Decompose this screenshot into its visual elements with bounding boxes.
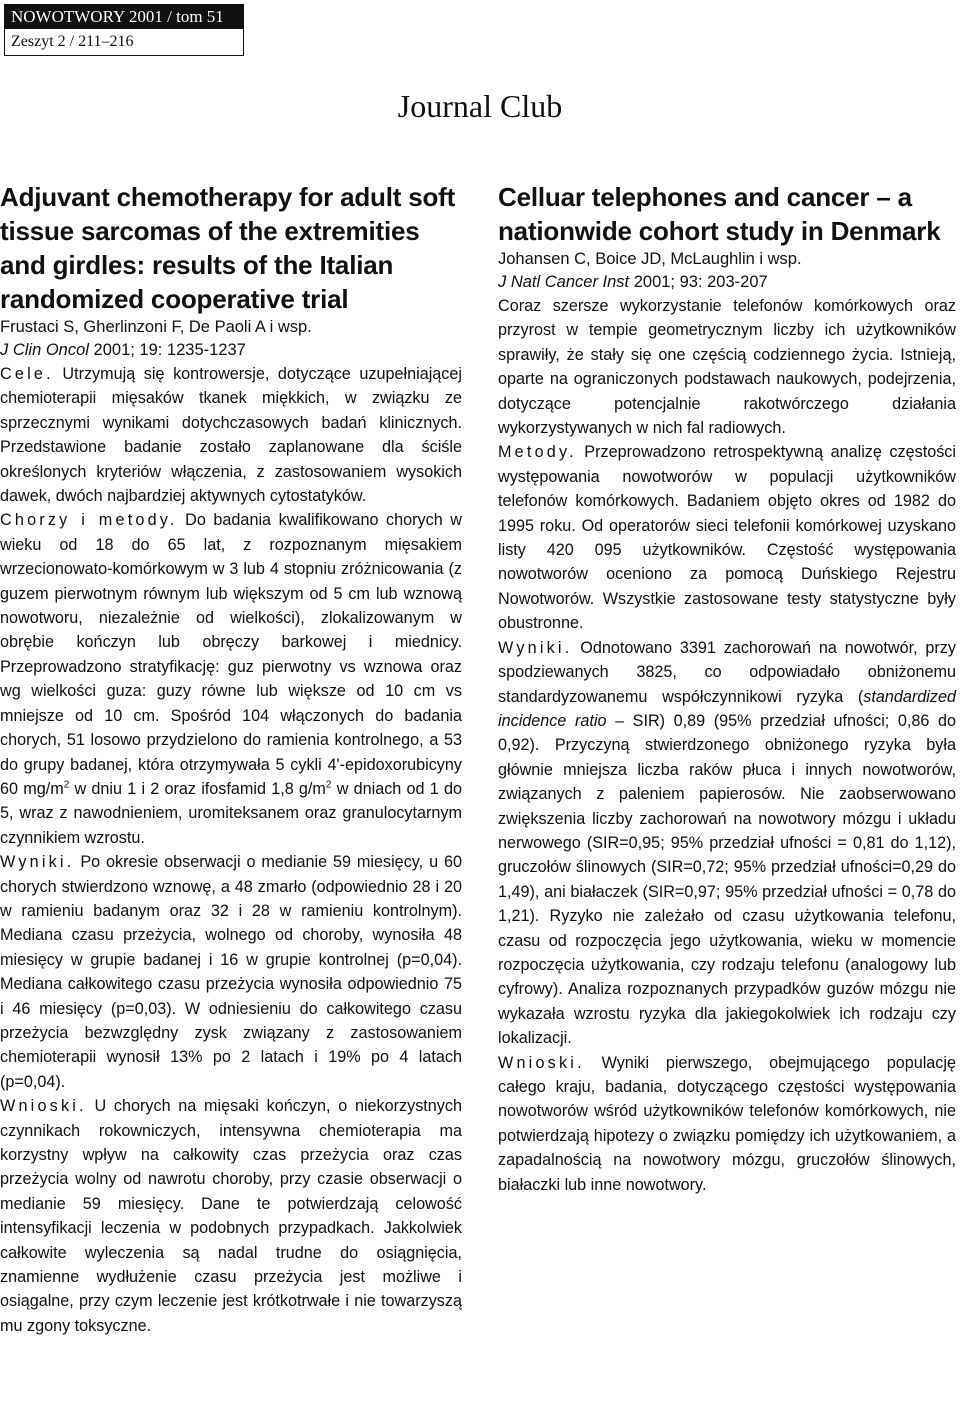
- para-label: Metody.: [498, 443, 577, 462]
- para-text: Utrzymują się kontrowersje, dotyczące uzupełniającej chemioterapii mięsaków tkanek miękkich, w związku ze sprzecznymi wynikami dotychczasowych badań klinicznych. Przedstawione badanie zostało zaplanowane dla ściśle określonych kryteriów włączenia, z zastosowaniem wysokich dawek, dwóch najbardziej aktywnych cytostatyków.: [0, 365, 462, 506]
- para-label: Wnioski.: [0, 1097, 87, 1116]
- right-article-ref: 2001; 93: 203-207: [629, 273, 768, 291]
- para-text: Odnotowano 3391 zachorowań na nowotwór, przy spodziewanych 3825, co odpowiadało obniżonemu standardyzowanemu współczynnikowi ryzyka (: [498, 638, 956, 706]
- left-para-methods: [0, 508, 462, 850]
- right-article-authors: Johansen C, Boice JD, McLaughlin i wsp.: [498, 250, 802, 268]
- right-para-results: [498, 636, 956, 1051]
- right-para-intro: [498, 294, 956, 440]
- para-text: Coraz szersze wykorzystanie telefonów komórkowych oraz przyrost w tempie geometrycznym liczby ich użytkowników sprawiły, że stały się one częścią codziennego życia. Istnieją, oparte na ograniczonych podstawach naukowych, podejrzenia, dotyczące potencjalnie rakotwórczego działania wykorzystywanych w nich fal radiowych.: [498, 297, 956, 438]
- left-article-ref: 2001; 19: 1235-1237: [88, 341, 246, 359]
- right-article-title: Celluar telephones and cancer – a nationwide cohort study in Denmark: [498, 182, 941, 246]
- section-title: [0, 86, 960, 126]
- right-article-citation: [498, 271, 956, 294]
- para-text: Przeprowadzono retrospektywną analizę częstości występowania nowotworów w populacji użytkowników telefonów komórkowych. Badaniem objęto okres od 1982 do 1995 roku. Od operatorów sieci telefonii komórkowej uzyskano listy 420 095 użytkowników. Częstość występowania nowotworów oceniono za pomocą Duńskiego Rejestru Nowotworów. Wszystkie zastosowane testy statystyczne były obustronne.: [498, 443, 956, 633]
- superscript: 2: [325, 779, 332, 791]
- superscript: 2: [63, 779, 70, 791]
- right-article-journal: J Natl Cancer Inst: [498, 273, 630, 291]
- right-para-methods: [498, 440, 956, 635]
- left-article-journal: J Clin Oncol: [0, 341, 89, 359]
- journal-header-box: [4, 4, 244, 56]
- para-label: Cele.: [0, 365, 54, 383]
- journal-volume-label: NOWOTWORY 2001 / tom 51: [5, 5, 243, 29]
- left-article-citation: [0, 339, 462, 362]
- para-text: w dniach od 1 do 5, wraz z nawodnieniem, uromiteksanem oraz granulocytarnym czynnikiem wzrostu.: [0, 779, 462, 847]
- left-article: [0, 180, 462, 1338]
- section-title-text: Journal Club: [397, 88, 563, 124]
- para-text: Po okresie obserwacji o medianie 59 miesięcy, u 60 chorych stwierdzono wznowę, a 48 zmarło (odpowiednio 28 i 20 w ramieniu badanym oraz 32 i 28 w ramieniu kontrolnym). Mediana czasu przeżycia, wolnego od choroby, wynosiła 48 miesięcy w grupie badanej i 16 w grupie kontrolnej (p=0,04). Mediana całkowitego czasu przeżycia wynosiła odpowiednio 75 i 46 miesięcy (p=0,03). W odniesieniu do całkowitego czasu przeżycia bezwzględny zysk związany z zastosowaniem chemioterapii wynosił 13% po 2 latach i 19% po 4 latach (p=0,04).: [0, 853, 462, 1091]
- right-article: [498, 180, 956, 1197]
- left-para-results: [0, 850, 462, 1094]
- para-label: Wnioski.: [498, 1053, 585, 1072]
- left-para-aims: [0, 362, 462, 508]
- para-label: Wyniki.: [0, 853, 75, 872]
- para-text: – SIR) 0,89 (95% przedział ufności; 0,86 do 0,92). Przyczyną stwierdzonego obniżonego ryzyka była głównie mniejsza liczba raków płuca i innych nowotworów, związanych z paleniem papierosów. Nie zaobserwowano zwiększenia liczby zachorowań na nowotwory mózgu i układu nerwowego (SIR=0,95; 95% przedział ufności = 0,81 do 1,12), gruczołów ślinowych (SIR=0,72; 95% przedział ufności=0,29 do 1,49), ani białaczek (SIR=0,97; 95% przedział ufności = 0,78 do 1,21). Ryzyko nie zależało od czasu użytkowania telefonu, czasu od rozpoczęcia jego użytkowania, wieku w momencie rozpoczęcia użytkowania, czy rodzaju telefonu (analogowy lub cyfrowy). Analiza rozpoznanych przypadków guzów mózgu nie wykazała wzrostu ryzyka dla jakiegokolwiek ich rodzaju czy lokalizacji.: [498, 711, 956, 1048]
- left-article-title: Adjuvant chemotherapy for adult soft tissue sarcomas of the extremities and girdles: results of the Italian randomized cooperative trial: [0, 182, 456, 314]
- para-label: Chorzy i metody.: [0, 511, 178, 530]
- issue-pages-label: Zeszyt 2 / 211–216: [11, 33, 134, 50]
- para-label: Wyniki.: [498, 638, 573, 657]
- para-text: Do badania kwalifikowano chorych w wieku od 18 do 65 lat, z rozpoznanym mięsakiem wrzecionowato-komórkowym w 3 lub 4 stopniu zróżnicowania (z guzem pierwotnym równym lub większym od 5 cm lub wznową nowotworu, niezależnie od wielkości), zlokalizowanym w obrębie kończyn lub obręczy barkowej i miednicy. Przeprowadzono stratyfikację: guz pierwotny vs wznowa oraz wg wielkości guza: guzy równe lub większe od 10 cm vs mniejsze od 10 cm. Spośród 104 włączonych do badania chorych, 51 losowo przydzielono do ramienia kontrolnego, a 53 do grupy badanej, która otrzymywała 5 cykli 4'-epidoxorubicyny 60 mg/m: [0, 511, 462, 798]
- left-para-conclusions: [0, 1094, 462, 1338]
- left-article-authors: Frustaci S, Gherlinzoni F, De Paoli A i wsp.: [0, 318, 312, 336]
- para-text: w dniu 1 i 2 oraz ifosfamid 1,8 g/m: [69, 779, 326, 798]
- para-italic-term: standardized incidence ratio: [498, 687, 956, 730]
- para-text: Wyniki pierwszego, obejmującego populację całego kraju, badania, dotyczącego częstości występowania nowotworów wśród użytkowników telefonów komórkowych, nie potwierdzają hipotezy o związku pomiędzy ich użytkowaniem, a zapadalnością na nowotwory mózgu, gruczołów ślinowych, białaczki lub inne nowotwory.: [498, 1053, 956, 1194]
- para-text: U chorych na mięsaki kończyn, o niekorzystnych czynnikach rokowniczych, intensywna chemioterapia ma korzystny wpływ na całkowity czas przeżycia oraz czas przeżycia wolny od nawrotu choroby, przy czasie obserwacji o medianie 59 miesięcy. Dane te potwierdzają celowość intensyfikacji leczenia w podobnych przypadkach. Jakkolwiek całkowite wyleczenia są nadal trudne do osiągnięcia, znamienne wydłużenie czasu przeżycia jest możliwe i osiągalne, przy czym leczenie jest krótkotrwałe i nie towarzyszą mu zgony toksyczne.: [0, 1097, 462, 1335]
- right-para-conclusions: [498, 1051, 956, 1197]
